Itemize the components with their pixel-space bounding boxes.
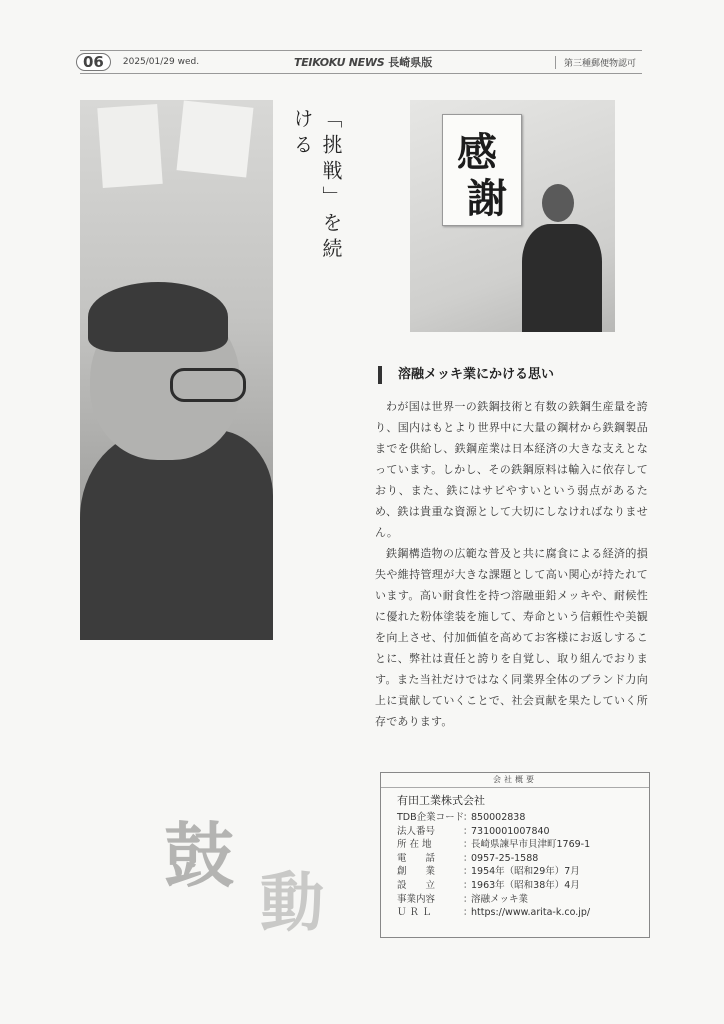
company-profile-title: 会社概要 <box>381 773 649 788</box>
calligraphy-char-1: 鼓 <box>164 814 234 897</box>
person-body <box>522 224 602 332</box>
info-label: TDB企業コード <box>397 812 465 823</box>
portrait-photo <box>80 100 273 640</box>
info-value: 850002838 <box>471 812 526 823</box>
info-label: 創 業 <box>397 866 436 878</box>
edition-name: 長崎県版 <box>388 56 433 69</box>
company-name: 有田工業株式会社 <box>397 794 485 807</box>
info-label: Ｕ Ｒ Ｌ <box>397 907 432 919</box>
standing-portrait-photo <box>410 100 615 332</box>
calligraphy-artwork <box>160 800 360 940</box>
info-value: 0957-25-1588 <box>471 852 539 864</box>
publication-title <box>294 54 432 70</box>
info-label: 事業内容 <box>397 893 436 905</box>
paragraph: わが国は世界一の鉄鋼技術と有数の鉄鋼生産量を誇り、国内はもとより世界中に大量の鋼材から鉄鋼製品までを供給し、鉄鋼産業は日本経済の大きな支えとなっています。しかし、その鉄鋼原料は輸入に依存しており、また、鉄にはサビやすいという弱点があるため、鉄は貴重な資源として大切にしなければなりません。 <box>375 400 648 539</box>
paragraph: 鉄鋼構造物の広範な普及と共に腐食による経済的損失や維持管理が大きな課題として高い関心が持たれています。高い耐食性を持つ溶融亜鉛メッキや、耐候性に優れた粉体塗装を施して、寿命という信頼性や美観を向上させ、付加価値を高めてお客様にお返しすることに、弊社は責任と誇りを自覚し、取り組んでおります。また当社だけではなく同業界全体のブランド力向上に貢献していくことで、社会貢献を果たしていく所存であります。 <box>375 547 648 728</box>
info-value: 7310001007840 <box>471 825 550 837</box>
scroll-char-1: 感 <box>457 129 497 176</box>
section-heading: 溶融メッキ業にかける思い <box>378 366 554 384</box>
person-head <box>542 184 574 222</box>
info-label: 法人番号 <box>397 825 436 837</box>
company-profile <box>380 772 650 938</box>
info-value: 1954年（昭和29年）7月 <box>471 866 580 878</box>
website-url[interactable]: https://www.arita-k.co.jp/ <box>471 907 591 919</box>
info-row: 創 業 ： 1954年（昭和29年）7月 <box>397 866 580 878</box>
info-value: 長崎県諫早市貝津町1769-1 <box>471 839 591 851</box>
info-row: 法人番号 ： 7310001007840 <box>397 825 550 837</box>
background-sign <box>97 104 162 188</box>
person-hair <box>88 282 228 352</box>
postal-permit: 第三種郵便物認可 <box>555 56 636 69</box>
info-row: 設 立 ： 1963年（昭和38年）4月 <box>397 879 580 891</box>
info-label: 電 話 <box>397 852 436 864</box>
info-row: Ｕ Ｒ Ｌ ： https://www.arita-k.co.jp/ <box>397 907 591 919</box>
info-label: 所 在 地 <box>397 839 432 851</box>
page-header <box>80 50 642 74</box>
info-label: 設 立 <box>397 879 436 891</box>
background-sign <box>177 101 254 178</box>
calligraphy-char-2: 動 <box>260 866 324 941</box>
person-body <box>80 430 273 640</box>
scroll-char-2: 謝 <box>467 175 507 222</box>
info-row: 所 在 地 ： 長崎県諫早市貝津町1769-1 <box>397 839 591 851</box>
article-title: 「挑戦」を続ける <box>290 108 343 264</box>
info-row: TDB企業コード ： 850002838 <box>397 812 526 823</box>
info-row: 電 話 ： 0957-25-1588 <box>397 852 539 864</box>
issue-date: 2025/01/29 wed. <box>122 57 200 67</box>
page-number: 06 <box>76 53 111 71</box>
glasses <box>170 368 246 402</box>
brand-name: TEIKOKU NEWS <box>294 56 385 69</box>
info-value: 溶融メッキ業 <box>471 893 529 905</box>
calligraphy-scroll <box>442 114 522 226</box>
article-body <box>375 396 648 732</box>
info-row: 事業内容 ： 溶融メッキ業 <box>397 893 529 905</box>
info-value: 1963年（昭和38年）4月 <box>471 879 580 891</box>
